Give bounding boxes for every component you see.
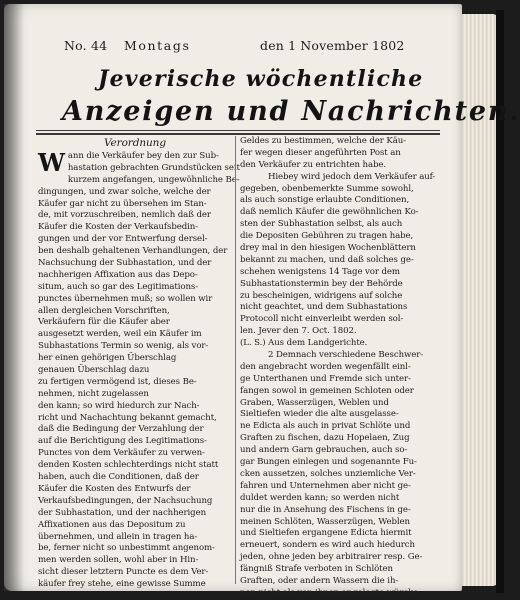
text-line: erneuert, sondern es wird auch hiedurch (240, 540, 415, 551)
text-line: bekannt zu machen, und daß solches ge- (240, 254, 414, 265)
text-line: käufer frey stehe, eine gewisse Summe (38, 579, 206, 590)
text-line: fängniß Strafe verboten in Schlöten (240, 564, 393, 575)
text-line: nen nicht als von ihnen angelegte würcke (240, 587, 419, 598)
text-line: drey mal in den hiesigen Wochenblättern (240, 243, 416, 254)
text-line: Protocoll nicht einverleibt werden sol- (240, 314, 404, 325)
section-title: Verordnung (104, 137, 166, 149)
text-line: fangen sowol in gemeinen Schloten oder (240, 385, 414, 396)
issue-date (260, 38, 409, 53)
text-line: als auch sonstige erlaubte Conditionen, (240, 195, 410, 206)
text-line: Käufer gar nicht zu übersehen im Stan- (38, 198, 207, 209)
page-gutter-shadow (4, 4, 24, 591)
text-line: und Sieltiefen ergangene Edicta hiermit (240, 528, 412, 539)
text-line: her einen gehörigen Überschlag (38, 353, 177, 364)
text-line: Graften, oder andern Wassern die ih- (240, 575, 399, 586)
text-line: Graben, Wasserzügen, Weblen und (240, 397, 389, 408)
text-line: Käufer die Kosten der Verkaufsbedin- (38, 222, 198, 233)
text-line: Punctes von dem Verkäufer zu verwen- (38, 448, 205, 459)
text-line: men werden sollen, wohl aber in Hin- (38, 555, 199, 566)
newspaper-page (4, 4, 520, 598)
text-line: Sieltiefen wieder die alte ausgelasse- (240, 409, 399, 420)
text-line: jeden, ohne jeden bey arbitrairer resp. Ge- (240, 552, 423, 563)
text-line: nachherigen Affixation aus das Depo- (38, 269, 198, 280)
column-divider (235, 136, 236, 584)
text-line: sicht dieser letztern Puncte es dem Ver- (38, 567, 209, 578)
text-line: übernehmen, und allein in tragen ha- (38, 531, 198, 542)
issue-header (64, 38, 404, 56)
text-line: dingungen, und zwar solche, welche der (38, 186, 211, 197)
text-line: nicht geachtet, und dem Subhastations (240, 302, 408, 313)
left-column (38, 136, 240, 591)
text-line: Geldes zu bestimmen, welche der Käu- (240, 136, 406, 146)
text-line: die Depositen Gebühren zu tragen habe, (240, 231, 414, 242)
text-line: den kann; so wird hiedurch zur Nach- (38, 400, 200, 411)
text-line: kurzem angefangen, ungewöhnliche Be- (67, 174, 240, 185)
text-line: zu bescheinigen, widrigens auf solche (240, 290, 403, 301)
issue-date-word: 1 (288, 38, 297, 53)
text-line: meinen Schlöten, Wasserzügen, Weblen (240, 516, 410, 527)
text-line: situm, auch so gar des Legitimations- (38, 281, 199, 292)
text-line: fahren und Unternehmen aber nicht ge- (240, 480, 411, 491)
text-line: richt und Nachachtung bekannt gemacht, (38, 412, 217, 423)
issue-date-word: den (260, 38, 285, 53)
masthead-rule (36, 133, 440, 135)
text-line: daß die Bedingung der Verzahlung der (38, 424, 204, 435)
text-line: Verkäufern für die Käufer aber (38, 317, 170, 328)
masthead-line-2: Anzeigen und Nachrichten. (62, 96, 520, 127)
text-line: genauen Überschlag dazu (38, 365, 150, 376)
text-line: duldet werden kann; so werden nicht (240, 492, 400, 503)
text-line: 2 Demnach verschiedene Beschwer- (268, 350, 424, 361)
text-line: ben deshalb gehaltenen Verhandlungen, der (38, 246, 228, 257)
text-line: den Verkäufer zu entrichten habe. (240, 159, 386, 170)
text-line: Subhastations Termin so wenig, als vor- (38, 341, 209, 352)
text-line: Nachsuchung der Subhastation, und der (38, 258, 212, 269)
text-line: ge Unterthanen und Fremde sich unter- (240, 373, 411, 384)
text-line: gungen und der vor Entwerfung dersel- (38, 234, 208, 245)
masthead-rule (36, 130, 440, 131)
text-line: daß nemlich Käufer die gewöhnlichen Ko- (240, 207, 419, 218)
text-line: Verkaufsbedingungen, der Nachsuchung (38, 495, 213, 506)
issue-date-word: November (300, 38, 368, 53)
text-line: Affixationen aus das Depositum zu (38, 519, 186, 530)
issue-weekday: Montags (124, 38, 191, 53)
text-line: Subhastationstermin bey der Behörde (240, 278, 403, 289)
text-line: Hiebey wird jedoch dem Verkäufer auf- (268, 171, 436, 182)
masthead-line-1: Jeverische wöchentliche (98, 66, 424, 92)
text-line: nehmen, nicht zugelassen (38, 388, 149, 399)
text-line: gegeben, obenbemerkte Summe sowohl, (240, 183, 414, 194)
text-line: punctes übernehmen muß; so wollen wir (38, 293, 213, 304)
text-line: Graften zu fischen, dazu Hopelaen, Zug (240, 433, 410, 444)
text-line: nur die in Ansehung des Fischens in ge- (240, 504, 411, 515)
text-line: allen dergleichen Vorschriften, (38, 305, 170, 316)
text-line: de, mit vorzuschreiben, nemlich daß der (38, 210, 211, 221)
right-column (240, 136, 448, 600)
text-line: haben, auch die Conditionen, daß der (38, 472, 199, 483)
text-line: ann die Verkäufer bey den zur Sub- (67, 151, 219, 161)
text-line: hastation gebrachten Grundstücken seit (67, 162, 240, 173)
text-line: ausgesetzt werden, weil ein Käufer im (38, 329, 202, 340)
text-line: gar Bungen einlegen und sogenannte Fu- (240, 457, 417, 468)
issue-date-word: 1802 (371, 38, 405, 53)
text-line: sten der Subhastation selbst, als auch (240, 219, 403, 230)
text-line: (L. S.) Aus dem Landgerichte. (240, 338, 368, 349)
text-line: schehen wenigstens 14 Tage vor dem (240, 266, 400, 277)
text-line: fer wegen dieser angeführten Post an (240, 147, 401, 158)
text-line: denden Kosten schlechterdings nicht statt (38, 460, 219, 471)
text-line: der Subhastation, und der nachherigen (38, 507, 207, 518)
text-line: zu fertigen vermögend ist, dieses Be- (38, 376, 197, 387)
text-line: len. Jever den 7. Oct. 1802. (240, 326, 357, 337)
text-line: Käufer die Kosten des Entwurfs der (38, 483, 191, 494)
issue-number: No. 44 (64, 38, 108, 53)
text-line: und andern Garn gebrauchen, auch so- (240, 445, 408, 456)
text-line: den angebracht worden wegenfällt einl- (240, 361, 411, 372)
text-line: be, ferner nicht so unbestimmt angenom- (38, 543, 215, 554)
drop-cap: W (38, 148, 65, 177)
text-line: auf die Berichtigung des Legitimations- (38, 436, 207, 447)
text-line: cken aussetzen, solches unziemliche Ver- (240, 468, 416, 479)
text-line: ne Edicta als auch in privat Schlöte und (240, 421, 411, 432)
